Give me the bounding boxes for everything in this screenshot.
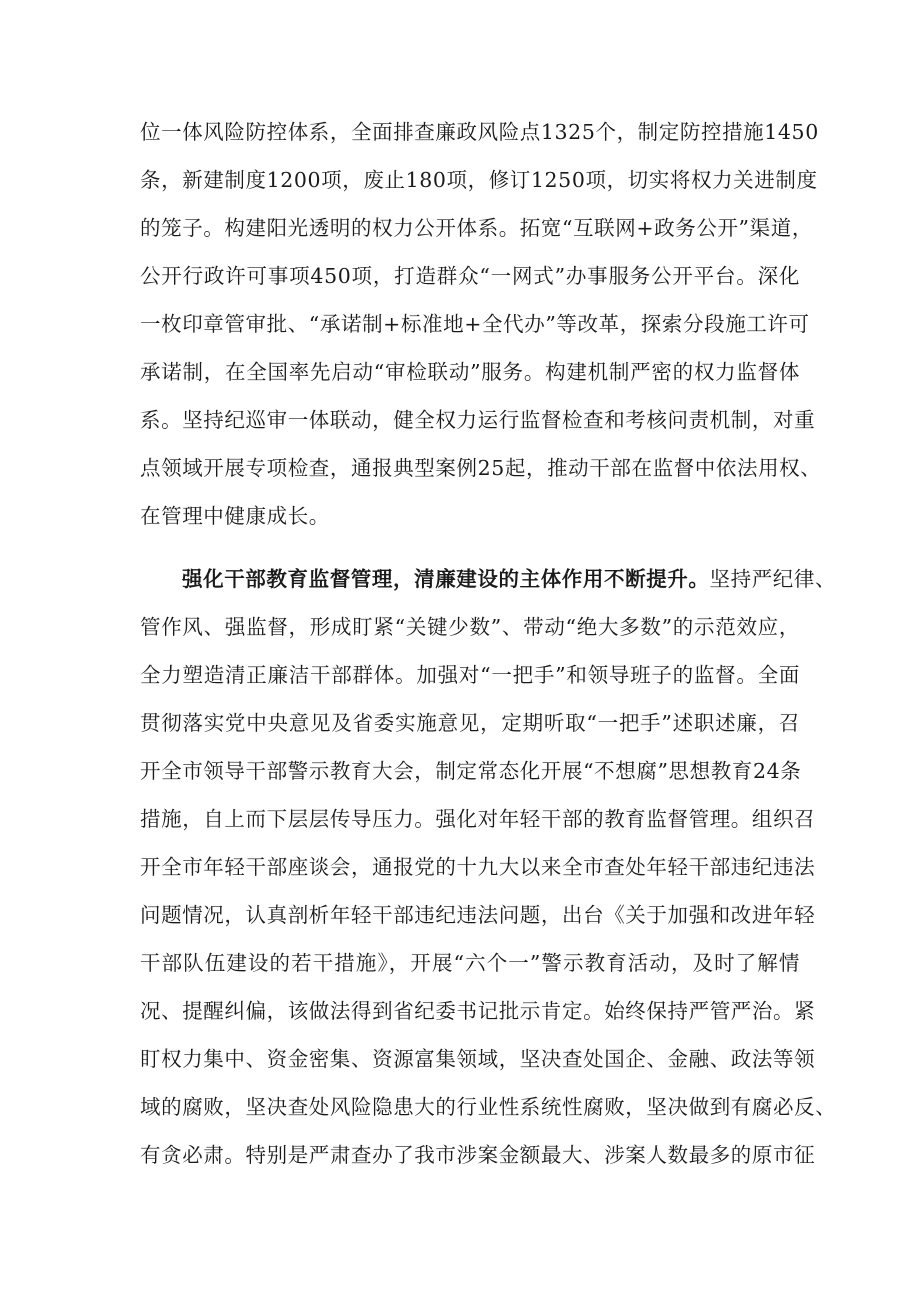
paragraph-2-line-13: 有贪必肃。特别是严肃查办了我市涉案金额最大、涉案人数最多的原市征	[140, 1143, 816, 1167]
paragraph-1-line-9: 在管理中健康成长。	[140, 504, 330, 528]
paragraph-1-line-4: 公开行政许可事项450项，打造群众“一网式”办事服务公开平台。深化	[140, 264, 800, 288]
paragraph-2-line-9: 干部队伍建设的若干措施》，开展“六个一”警示教育活动，及时了解情	[140, 951, 800, 975]
paragraph-1-line-7: 系。坚持纪巡审一体联动，健全权力运行监督检查和考核问责机制，对重	[140, 408, 816, 432]
paragraph-2-line-5: 开全市领导干部警示教育大会，制定常态化开展“不想腐”思想教育24条	[140, 759, 802, 783]
paragraph-2-heading: 强化干部教育监督管理，清廉建设的主体作用不断提升。	[182, 567, 710, 591]
paragraph-2-line-7: 开全市年轻干部座谈会，通报党的十九大以来全市查处年轻干部违纪违法	[140, 855, 816, 879]
paragraph-2-line-1	[182, 565, 837, 593]
paragraph-1-line-6: 承诺制，在全国率先启动“审检联动”服务。构建机制严密的权力监督体	[140, 360, 800, 384]
paragraph-2-line-11: 盯权力集中、资金密集、资源富集领域，坚决查处国企、金融、政法等领	[140, 1047, 816, 1071]
paragraph-1-line-1: 位一体风险防控体系，全面排查廉政风险点1325个，制定防控措施1450	[140, 120, 819, 144]
paragraph-1-line-2: 条，新建制度1200项，废止180项，修订1250项，切实将权力关进制度	[140, 168, 818, 192]
paragraph-2-line-2: 管作风、强监督，形成盯紧“关键少数”、带动“绝大多数”的示范效应，	[140, 615, 800, 639]
paragraph-2-line-12: 域的腐败，坚决查处风险隐患大的行业性系统性腐败，坚决做到有腐必反、	[140, 1095, 837, 1119]
paragraph-1-line-8: 点领域开展专项检查，通报典型案例25起，推动干部在监督中依法用权、	[140, 456, 822, 480]
paragraph-2-line-6: 措施，自上而下层层传导压力。强化对年轻干部的教育监督管理。组织召	[140, 807, 816, 831]
paragraph-2-line-8: 问题情况，认真剖析年轻干部违纪违法问题，出台《关于加强和改进年轻	[140, 903, 816, 927]
paragraph-2-line-4: 贯彻落实党中央意见及省委实施意见，定期听取“一把手”述职述廉，召	[140, 711, 800, 735]
paragraph-2-line-3: 全力塑造清正廉洁干部群体。加强对“一把手”和领导班子的监督。全面	[140, 663, 800, 687]
paragraph-2-line-1-rest: 坚持严纪律、	[709, 567, 837, 591]
paragraph-2-line-10: 况、提醒纠偏，该做法得到省纪委书记批示肯定。始终保持严管严治。紧	[140, 999, 816, 1023]
paragraph-1-line-3: 的笼子。构建阳光透明的权力公开体系。拓宽“互联网+政务公开”渠道，	[140, 216, 813, 240]
paragraph-1-line-5: 一枚印章管审批、“承诺制+标准地+全代办”等改革，探索分段施工许可	[140, 312, 810, 336]
